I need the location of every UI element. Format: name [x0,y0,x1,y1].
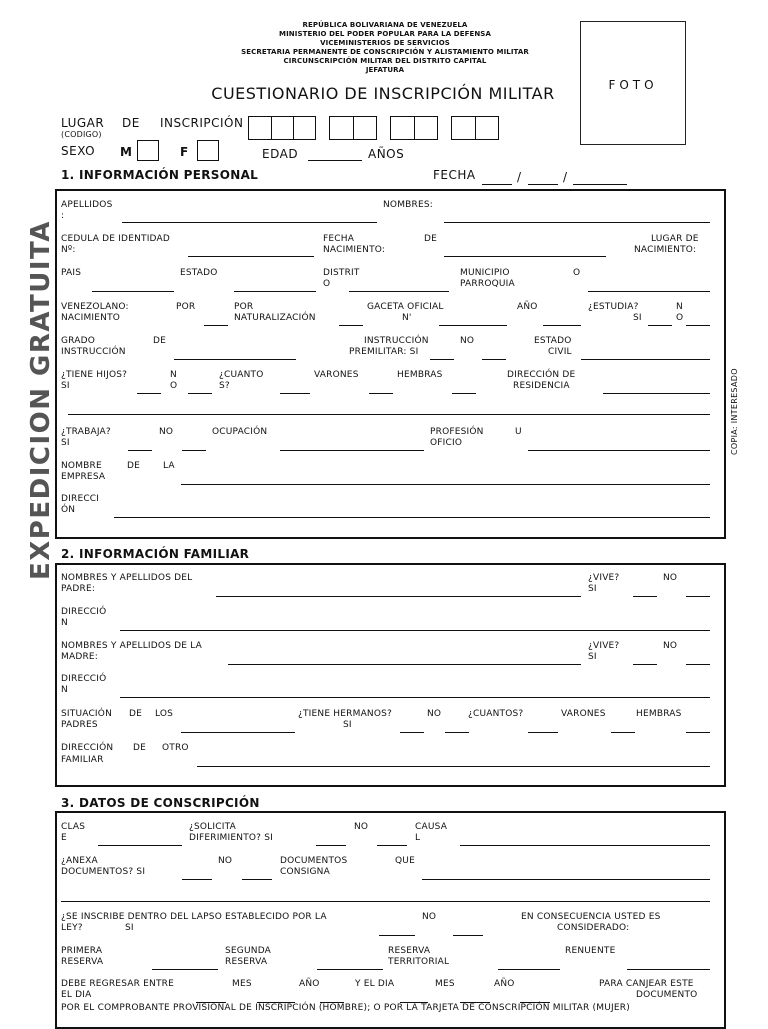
primera-reserva-label-a: PRIMERA [61,946,103,956]
renuente-field[interactable] [627,969,710,970]
situacion-field[interactable] [181,732,295,733]
hijos-label-a: ¿TIENE HIJOS? [61,370,128,380]
segunda-reserva-label-b: RESERVA [225,957,268,967]
lugar-de-label: DE [122,116,140,130]
renuente-label: RENUENTE [565,946,616,956]
reserva-territorial-label-b: TERRITORIAL [388,957,450,967]
primera-reserva-label-b: RESERVA [61,957,104,967]
estudia-no-label-b: O [676,313,684,323]
anexa-si-field[interactable] [182,879,212,880]
anexa-no-field[interactable] [242,879,272,880]
hermanos-varones-label: VARONES [561,709,606,719]
otro-familiar-label-b: FAMILIAR [61,755,104,765]
profesion-label-a: PROFESIÓN [430,427,484,437]
lapso-si-field[interactable] [379,935,415,936]
fecha-day-field[interactable] [482,184,512,185]
hembras-field[interactable] [452,393,476,394]
docs-label-b: CONSIGNA [280,867,330,877]
regresar-mes-1-label: MES [232,979,252,989]
profesion-field[interactable] [528,450,710,451]
profesion-label-b: OFICIO [430,438,463,448]
madre-field[interactable] [228,664,581,665]
solicita-label-b: DIFERIMIENTO? SI [189,833,273,843]
instr-premil-label-b: PREMILITAR: SI [349,347,419,357]
code-box-3[interactable] [390,116,438,140]
gaceta-ano-label: AÑO [517,302,538,312]
sexo-m-label: M [120,145,133,159]
grado-label-de: DE [153,336,167,346]
nombres-field[interactable] [444,222,710,223]
fecha-slash-1: / [517,170,522,184]
cuantos-field[interactable] [280,393,310,394]
lapso-si-label: SI [125,923,134,933]
estado-field[interactable] [234,291,316,292]
lugar-nac-label-a: LUGAR DE [651,234,699,244]
estudia-si-label: SI [633,313,642,323]
fecha-nac-label-a: FECHA [323,234,355,244]
cedula-label-b: Nº: [61,245,76,255]
causa-field[interactable] [460,845,710,846]
por-natur-field[interactable] [339,325,363,326]
lugar-label: LUGAR [61,116,105,130]
inscripcion-label: INSCRIPCIÓN [160,116,244,130]
sexo-m-box[interactable] [137,140,159,161]
madre-vive-si-field[interactable] [633,664,657,665]
dir-res-label-a: DIRECCIÓN DE [507,370,576,380]
municipio-label-a: MUNICIPIO [460,268,510,278]
por-nacimiento-field[interactable] [204,325,228,326]
anexa-label-b: DOCUMENTOS? SI [61,867,146,877]
varones-field[interactable] [369,393,393,394]
hermanos-hembras-label: HEMBRAS [636,709,682,719]
segunda-reserva-field[interactable] [317,969,383,970]
section-3-title: 3. DATOS DE CONSCRIPCIÓN [61,796,260,810]
fecha-nac-label-de: DE [424,234,438,244]
trabaja-no-field[interactable] [182,450,206,451]
direccion-field[interactable] [114,517,710,518]
otro-familiar-field[interactable] [197,766,710,767]
solicita-no-field[interactable] [377,845,407,846]
padre-vive-si-field[interactable] [633,596,657,597]
causa-label-a: CAUSA [415,822,448,832]
clase-label-a: CLAS [61,822,86,832]
distrito-label-b: O [323,279,331,289]
madre-vive-no-field[interactable] [686,664,710,665]
segunda-reserva-label-a: SEGUNDA [225,946,272,956]
hermanos-si-field[interactable] [400,732,424,733]
solicita-label-a: ¿SOLICITA [189,822,236,832]
hermanos-si-label: SI [343,720,352,730]
hijos-no-label-b: O [170,381,178,391]
direccion-label-a: DIRECCI [61,494,100,504]
madre-dir-label-b: N [61,685,68,695]
otro-familiar-label-de: DE [133,743,147,753]
solicita-no-label: NO [354,822,369,832]
situacion-label-a: SITUACIÓN [61,709,113,719]
page-title: CUESTIONARIO DE INSCRIPCIÓN MILITAR [211,84,555,103]
fecha-year-field[interactable] [573,184,627,185]
situacion-label-b: PADRES [61,720,98,730]
estudia-label: ¿ESTUDIA? [588,302,639,312]
madre-vive-no-label: NO [663,641,678,651]
apellidos-colon: : [61,211,65,221]
gaceta-label-a: GACETA OFICIAL [367,302,444,312]
docs-label-a: DOCUMENTOS [280,856,348,866]
estudia-si-field[interactable] [648,325,672,326]
hermanos-cuantos-label: ¿CUANTOS? [468,709,524,719]
hijos-no-field[interactable] [188,393,212,394]
por-natur-label-b: NATURALIZACIÓN [234,313,316,323]
reserva-territorial-field[interactable] [498,969,560,970]
sexo-label: SEXO [61,144,96,158]
header-line-viceministerio: VICEMINISTERIOS DE SERVICIOS [320,39,450,47]
madre-vive-si-label: SI [588,652,597,662]
header-line-secretaria: SECRETARIA PERMANENTE DE CONSCRIPCIÓN Y ALISTAMIENTO MILITAR [241,48,529,56]
empresa-label-la: LA [163,461,175,471]
fecha-nac-label-b: NACIMIENTO: [323,245,386,255]
regresar-yeldia-label: Y EL DIA [355,979,395,989]
trabaja-si-field[interactable] [128,450,152,451]
code-box-2[interactable] [329,116,377,140]
reserva-territorial-label-a: RESERVA [388,946,431,956]
pais-field[interactable] [92,291,174,292]
canjear-label-b: DOCUMENTO [636,990,698,1000]
instr-premil-si-field[interactable] [430,359,454,360]
gaceta-field[interactable] [439,325,507,326]
section-1-title: 1. INFORMACIÓN PERSONAL [61,168,259,182]
section-2-title: 2. INFORMACIÓN FAMILIAR [61,547,250,561]
edad-label: EDAD [262,147,299,161]
grado-label-b: INSTRUCCIÓN [61,347,126,357]
gaceta-ano-field[interactable] [543,325,581,326]
madre-label-a: NOMBRES Y APELLIDOS DE LA [61,641,203,651]
empresa-field[interactable] [181,484,710,485]
hermanos-cuantos-field[interactable] [528,732,558,733]
empresa-label-de: DE [127,461,141,471]
municipio-label-o: O [573,268,581,278]
clase-label-b: E [61,833,67,843]
fecha-label: FECHA [433,168,476,182]
free-issue-stamp: EXPEDICION GRATUITA [26,220,56,580]
dir-res-label-b: RESIDENCIA [513,381,570,391]
apellidos-field[interactable] [122,222,377,223]
por-natur-label-a: POR [234,302,254,312]
direccion-label-b: ÓN [61,505,76,515]
code-box-4[interactable] [451,116,499,140]
regresar-ano-1-label: AÑO [299,979,320,989]
padre-dir-field[interactable] [120,630,710,631]
padre-vive-no-field[interactable] [686,596,710,597]
sexo-f-label: F [180,145,189,159]
lapso-no-label: NO [422,912,437,922]
fecha-nac-field[interactable] [444,256,606,257]
anos-label: AÑOS [368,147,405,161]
nombres-label: NOMBRES: [383,200,434,210]
padre-dir-label-b: N [61,618,68,628]
header-line-circunscripcion: CIRCUNSCRIPCIÓN MILITAR DEL DISTRITO CAPITAL [283,57,487,65]
padre-field[interactable] [216,596,581,597]
consecuencia-label-b: CONSIDERADO: [557,923,630,933]
docs-label-que: QUE [395,856,415,866]
lugar-nac-label-b: NACIMIENTO: [634,245,697,255]
municipio-field[interactable] [588,291,710,292]
lapso-no-field[interactable] [453,935,483,936]
docs-field-2[interactable] [61,901,710,902]
comprobante-text: POR EL COMPROBANTE PROVISIONAL DE INSCRIPCIÓN (HOMBRE); O POR LA TARJETA DE CONSCRIPCIÓN MILITAR (MUJER) [61,1003,630,1013]
fecha-slash-2: / [563,170,568,184]
profesion-label-u: U [515,427,522,437]
varones-label: VARONES [314,370,359,380]
empresa-label-b: EMPRESA [61,472,106,482]
causa-label-b: L [415,833,421,843]
padre-label-a: NOMBRES Y APELLIDOS DEL [61,573,193,583]
estado-civil-label-b: CIVIL [548,347,572,357]
padre-vive-si-label: SI [588,584,597,594]
hermanos-hembras-field[interactable] [686,732,710,733]
dir-res-field[interactable] [603,393,710,394]
codigo-label: (CODIGO) [61,130,102,139]
anexa-no-label: NO [218,856,233,866]
lapso-label-b: LEY? [61,923,83,933]
regresar-mes-2-label: MES [435,979,455,989]
pais-label: PAIS [61,268,82,278]
padre-vive-label: ¿VIVE? [588,573,620,583]
gaceta-label-b: N' [402,313,412,323]
grado-field[interactable] [174,359,296,360]
venezolano-label-a: VENEZOLANO: [61,302,129,312]
madre-label-b: MADRE: [61,652,99,662]
trabaja-label-a: ¿TRABAJA? [61,427,111,437]
header-line-jefatura: JEFATURA [365,66,405,74]
canjear-label-a: PARA CANJEAR ESTE [599,979,694,989]
hijos-si-field[interactable] [137,393,161,394]
empresa-label-a: NOMBRE [61,461,102,471]
lapso-label-a: ¿SE INSCRIBE DENTRO DEL LAPSO ESTABLECIDO POR LA [61,912,327,922]
primera-reserva-field[interactable] [152,969,218,970]
ocupacion-label: OCUPACIÓN [212,427,268,437]
apellidos-label: APELLIDOS [61,200,113,210]
photo-box[interactable] [580,21,686,145]
copy-note: COPIA: INTERESADO [730,368,739,455]
regresar-ano-2-label: AÑO [494,979,515,989]
distrito-label-a: DISTRIT [323,268,360,278]
clase-field[interactable] [98,845,182,846]
madre-dir-field[interactable] [120,697,710,698]
estudia-no-field[interactable] [686,325,710,326]
grado-label-a: GRADO [61,336,96,346]
instr-premil-label-a: INSTRUCCIÓN [364,336,429,346]
edad-field[interactable] [308,160,362,161]
estado-civil-label-a: ESTADO [534,336,572,346]
hermanos-varones-field[interactable] [611,732,635,733]
instr-premil-no-label: NO [460,336,475,346]
estado-civil-field[interactable] [581,359,710,360]
otro-familiar-label-a: DIRECCIÓN [61,743,114,753]
cuantos-label-a: ¿CUANTO [219,370,264,380]
trabaja-no-label: NO [159,427,174,437]
header-line-ministerio: MINISTERIO DEL PODER POPULAR PARA LA DEFENSA [279,30,491,38]
hijos-si-label: SI [61,381,70,391]
venezolano-label-b: NACIMIENTO [61,313,121,323]
municipio-label-b: PARROQUIA [460,279,515,289]
regresar-label-a: DEBE REGRESAR ENTRE [61,979,174,989]
hermanos-no-field[interactable] [445,732,469,733]
regresar-label-b: EL DIA [61,990,92,1000]
situacion-label-los: LOS [155,709,174,719]
ocupacion-field[interactable] [280,450,424,451]
photo-label: FOTO [608,78,658,92]
hembras-label: HEMBRAS [397,370,443,380]
docs-field[interactable] [422,879,710,880]
estudia-no-label-a: N [676,302,683,312]
padre-label-b: PADRE: [61,584,96,594]
otro-familiar-label-otro: OTRO [162,743,189,753]
cedula-label-a: CEDULA DE IDENTIDAD [61,234,171,244]
madre-vive-label: ¿VIVE? [588,641,620,651]
hermanos-label: ¿TIENE HERMANOS? [298,709,393,719]
consecuencia-label-a: EN CONSECUENCIA USTED ES [521,912,661,922]
trabaja-si-label: SI [61,438,70,448]
venezolano-label-por: POR [176,302,196,312]
cuantos-label-b: S? [219,381,230,391]
estado-label: ESTADO [180,268,218,278]
padre-dir-label-a: DIRECCIÓ [61,607,107,617]
solicita-si-field[interactable] [316,845,346,846]
anexa-label-a: ¿ANEXA [61,856,98,866]
hijos-no-label-a: N [170,370,177,380]
dir-res-field-2[interactable] [68,414,710,415]
fecha-month-field[interactable] [528,184,558,185]
cedula-field[interactable] [188,256,314,257]
situacion-label-de: DE [129,709,143,719]
distrito-field[interactable] [349,291,449,292]
code-box-1[interactable] [248,116,316,140]
hermanos-no-label: NO [427,709,442,719]
madre-dir-label-a: DIRECCIÓ [61,674,107,684]
sexo-f-box[interactable] [197,140,219,161]
header-line-republica: REPÚBLICA BOLIVARIANA DE VENEZUELA [302,21,468,29]
instr-premil-no-field[interactable] [482,359,506,360]
padre-vive-no-label: NO [663,573,678,583]
